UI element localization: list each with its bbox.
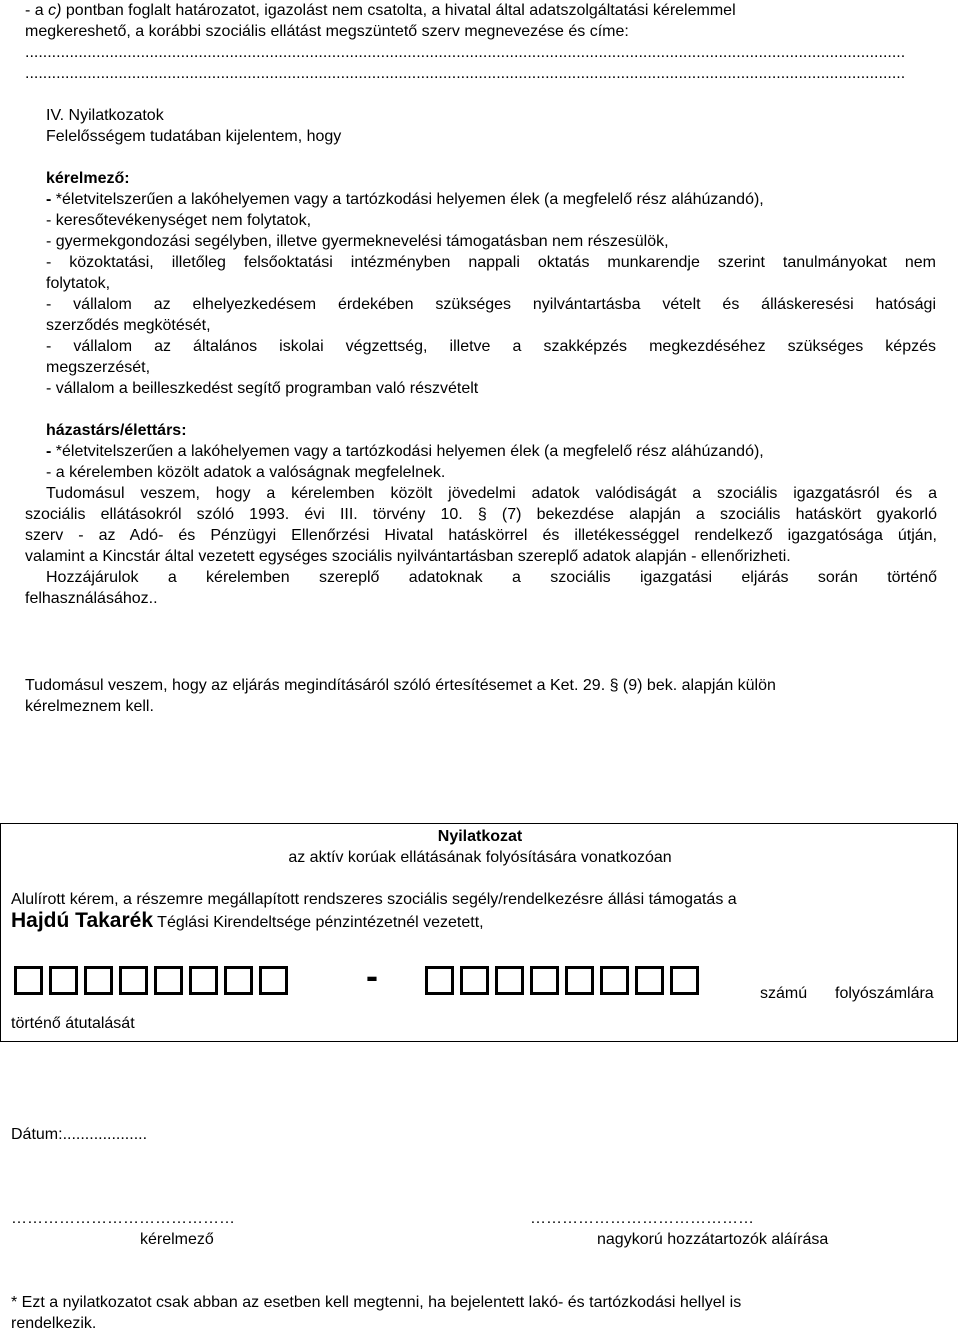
data-verification-paragraph: valamint a Kincstár által vezetett egységes szociális nyilvántartásban szereplő adatok alapján - ellenőrizheti. bbox=[25, 548, 791, 565]
account-digit-box[interactable] bbox=[84, 966, 113, 995]
address-dots-line-2: ...................................................................................................................................................................................................... bbox=[25, 65, 906, 82]
applicant-item: - vállalom az általános iskolai végzettség, illetve a szakképzés megkezdéséhez szükséges képzés bbox=[46, 338, 936, 355]
account-digit-box[interactable] bbox=[460, 966, 489, 995]
account-digit-box[interactable] bbox=[530, 966, 559, 995]
account-digit-box[interactable] bbox=[565, 966, 594, 995]
account-digit-box[interactable] bbox=[635, 966, 664, 995]
account-digit-box[interactable] bbox=[670, 966, 699, 995]
footnote: * Ezt a nyilatkozatot csak abban az esetben kell megtenni, ha bejelentett lakó- és tartózkodási hellyel is bbox=[11, 1294, 742, 1311]
account-suffix: számú bbox=[760, 985, 808, 1002]
signature-line-applicant: …………………………………… bbox=[11, 1210, 235, 1227]
consent-paragraph: felhasználásához.. bbox=[25, 590, 158, 607]
account-digit-box[interactable] bbox=[259, 966, 288, 995]
spouse-item: - a kérelemben közölt adatok a valóságnak megfelelnek. bbox=[46, 464, 446, 481]
signature-label-relatives: nagykorú hozzátartozók aláírása bbox=[597, 1231, 829, 1248]
account-digit-box[interactable] bbox=[119, 966, 148, 995]
account-digit-box[interactable] bbox=[600, 966, 629, 995]
statement-subtitle: az aktív korúak ellátásának folyósítására vonatkozóan bbox=[288, 849, 672, 866]
applicant-item: - *életvitelszerűen a lakóhelyemen vagy a tartózkodási helyemen élek (a megfelelő rész aláhúzandó), bbox=[46, 191, 764, 208]
section4-intro: Felelősségem tudatában kijelentem, hogy bbox=[46, 128, 342, 145]
statement-title: Nyilatkozat bbox=[437, 828, 523, 845]
applicant-item: - vállalom a beilleszkedést segítő programban való részvételt bbox=[46, 380, 479, 397]
account-separator: - bbox=[366, 955, 378, 996]
spouse-item: - *életvitelszerűen a lakóhelyemen vagy a tartózkodási helyemen élek (a megfelelő rész aláhúzandó), bbox=[46, 443, 764, 460]
applicant-item: - közoktatási, illetőleg felsőoktatási intézményben nappali oktatás munkarendje szerint tanulmányokat nem bbox=[46, 254, 936, 271]
applicant-item: folytatok, bbox=[46, 275, 111, 292]
account-digit-box[interactable] bbox=[49, 966, 78, 995]
applicant-item: - keresőtevékenységet nem folytatok, bbox=[46, 212, 312, 229]
account-number-group-2 bbox=[425, 966, 705, 995]
account-number-group-1 bbox=[14, 966, 294, 995]
applicant-item: megszerzését, bbox=[46, 359, 151, 376]
applicant-label: kérelmező: bbox=[46, 170, 130, 187]
signature-label-applicant: kérelmező bbox=[140, 1231, 214, 1248]
bank-name: Hajdú Takarék bbox=[11, 909, 154, 932]
footnote: rendelkezik. bbox=[11, 1315, 97, 1332]
address-dots-line-1: ...................................................................................................................................................................................................... bbox=[25, 44, 906, 61]
signature-line-relatives: …………………………………… bbox=[530, 1210, 754, 1227]
spouse-label: házastárs/élettárs: bbox=[46, 422, 187, 439]
account-digit-box[interactable] bbox=[224, 966, 253, 995]
statement-bank-line: Hajdú Takarék Téglási Kirendeltsége pénzintézetnél vezetett, bbox=[11, 909, 484, 932]
applicant-item: - gyermekgondozási segélyben, illetve gyermeknevelési támogatásban nem részesülök, bbox=[46, 233, 669, 250]
account-digit-box[interactable] bbox=[425, 966, 454, 995]
data-verification-paragraph: Tudomásul veszem, hogy a kérelemben közölt jövedelmi adatok valódiságát a szociális igazgatásról és a bbox=[46, 485, 937, 502]
account-digit-box[interactable] bbox=[14, 966, 43, 995]
statement-text: Alulírott kérem, a részemre megállapított rendszeres szociális segély/rendelkezésre állási támogatás a bbox=[11, 891, 737, 908]
consent-paragraph: Hozzájárulok a kérelemben szereplő adatoknak a szociális igazgatási eljárás során történő bbox=[46, 569, 937, 586]
date-field: Dátum:................... bbox=[11, 1126, 148, 1143]
data-verification-paragraph: szerv - az Adó- és Pénzügyi Ellenőrzési Hivatal hatáskörrel és illetékességgel rendelkező igazgatósága útján, bbox=[25, 527, 937, 544]
applicant-item: szerződés megkötését, bbox=[46, 317, 211, 334]
account-digit-box[interactable] bbox=[495, 966, 524, 995]
data-verification-paragraph: szociális ellátásokról szóló 1993. évi III. törvény 10. § (7) bekezdése alapján a szociális hatáskört gyakorló bbox=[25, 506, 937, 523]
notification-paragraph: Tudomásul veszem, hogy az eljárás megindításáról szóló értesítésemet a Ket. 29. § (9) bek. alapján külön bbox=[25, 677, 776, 694]
account-digit-box[interactable] bbox=[189, 966, 218, 995]
notification-paragraph: kérelmeznem kell. bbox=[25, 698, 154, 715]
section4-heading: IV. Nyilatkozatok bbox=[46, 107, 164, 124]
account-suffix: folyószámlára bbox=[835, 985, 934, 1002]
account-digit-box[interactable] bbox=[154, 966, 183, 995]
transfer-text: történő átutalását bbox=[11, 1015, 135, 1032]
applicant-item: - vállalom az elhelyezkedésem érdekében szükséges nyilvántartásba vételt és álláskeresési hatósági bbox=[46, 296, 936, 313]
section3-line1: - a c) pontban foglalt határozatot, igazolást nem csatolta, a hivatal által adatszolgáltatási kérelemmel bbox=[25, 2, 736, 19]
section3-line2: megkereshető, a korábbi szociális ellátást megszüntető szerv megnevezése és címe: bbox=[25, 23, 629, 40]
